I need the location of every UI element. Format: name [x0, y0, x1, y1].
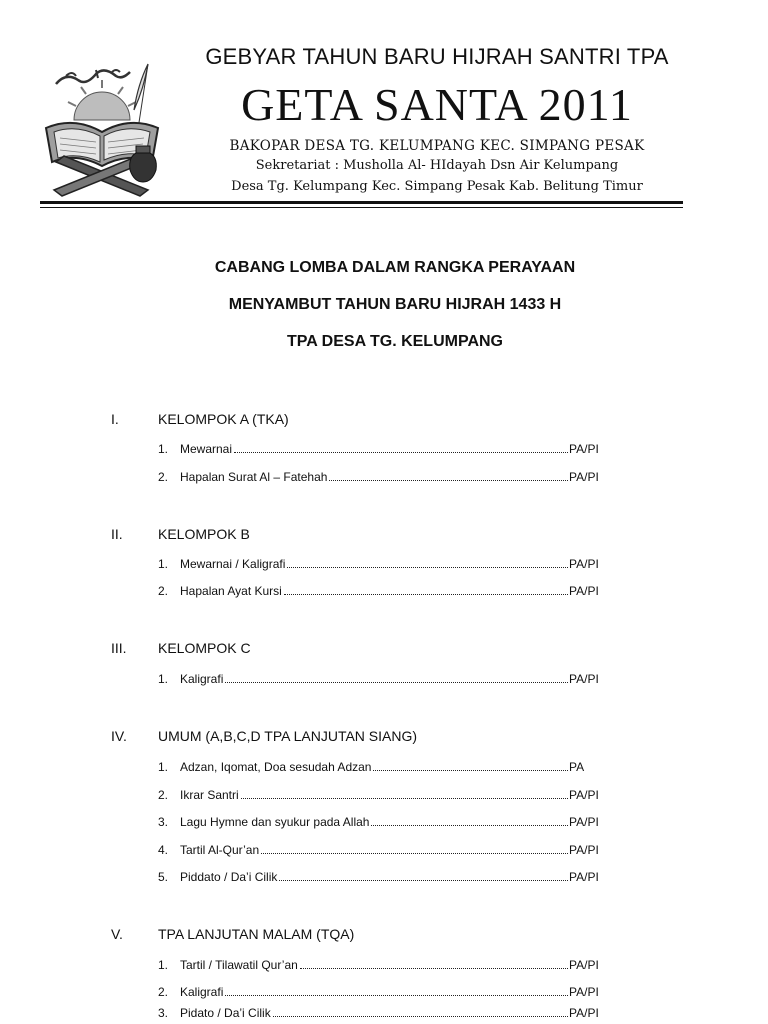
list-item	[0, 1006, 768, 1024]
dot-leader	[279, 870, 568, 881]
doc-title-line-2: MENYAMBUT TAHUN BARU HIJRAH 1433 H	[228, 296, 562, 313]
item-number: 5.	[158, 870, 169, 884]
list-item	[0, 843, 768, 861]
header-event-line: GEBYAR TAHUN BARU HIJRAH SANTRI TPA	[205, 44, 669, 69]
dot-leader	[284, 584, 568, 595]
section-numeral: II.	[111, 526, 123, 542]
item-category: PA/PI	[569, 470, 599, 484]
section-title: KELOMPOK C	[158, 640, 251, 656]
header-divider-thin	[40, 207, 683, 208]
dot-leader	[225, 672, 568, 683]
item-label: Mewarnai / Kaligrafi	[180, 557, 286, 571]
item-category: PA/PI	[569, 815, 599, 829]
item-label: Piddato / Da’i Cilik	[180, 870, 278, 884]
item-number: 2.	[158, 985, 169, 999]
dot-leader	[329, 470, 568, 481]
item-number: 2.	[158, 788, 169, 802]
header-secretariat: Sekretariat : Musholla Al- HIdayah Dsn Air Kelumpang	[255, 158, 619, 173]
item-number: 3.	[158, 815, 169, 829]
item-number: 3.	[158, 1006, 169, 1020]
section-numeral: V.	[111, 926, 123, 942]
item-category: PA/PI	[569, 843, 599, 857]
list-item	[0, 672, 768, 690]
header-organizer: BAKOPAR DESA TG. KELUMPANG KEC. SIMPANG PESAK	[229, 138, 645, 154]
item-category: PA/PI	[569, 985, 599, 999]
item-label: Kaligrafi	[180, 672, 224, 686]
item-category: PA/PI	[569, 557, 599, 571]
dot-leader	[234, 442, 568, 453]
header-divider-thick	[40, 201, 683, 204]
item-number: 1.	[158, 760, 169, 774]
item-category: PA/PI	[569, 442, 599, 456]
section-numeral: IV.	[111, 728, 127, 744]
list-item	[0, 788, 768, 806]
dot-leader	[287, 557, 568, 568]
item-category: PA/PI	[569, 1006, 599, 1020]
quran-stand-logo-icon	[26, 50, 176, 200]
item-number: 1.	[158, 557, 169, 571]
list-item	[0, 985, 768, 1003]
item-category: PA/PI	[569, 672, 599, 686]
list-item	[0, 470, 768, 488]
item-category: PA/PI	[569, 870, 599, 884]
item-number: 2.	[158, 584, 169, 598]
section-numeral: III.	[111, 640, 127, 656]
section-title: KELOMPOK B	[158, 526, 250, 542]
item-number: 1.	[158, 442, 169, 456]
header-address: Desa Tg. Kelumpang Kec. Simpang Pesak Kab. Belitung Timur	[231, 179, 643, 194]
item-label: Hapalan Surat Al – Fatehah	[180, 470, 328, 484]
item-label: Kaligrafi	[180, 985, 224, 999]
list-item	[0, 557, 768, 575]
list-item	[0, 584, 768, 602]
list-item	[0, 442, 768, 460]
item-label: Tartil / Tilawatil Qur’an	[180, 958, 298, 972]
item-number: 4.	[158, 843, 169, 857]
list-item	[0, 958, 768, 976]
item-label: Pidato / Da’i Cilik	[180, 1006, 271, 1020]
item-number: 1.	[158, 672, 169, 686]
dot-leader	[373, 760, 568, 771]
item-label: Tartil Al-Qur’an	[180, 843, 260, 857]
doc-title-line-1: CABANG LOMBA DALAM RANGKA PERAYAAN	[214, 259, 576, 276]
list-item	[0, 815, 768, 833]
dot-leader	[273, 1006, 568, 1017]
section-numeral: I.	[111, 411, 119, 427]
section-title: UMUM (A,B,C,D TPA LANJUTAN SIANG)	[158, 728, 418, 744]
dot-leader	[371, 815, 568, 826]
dot-leader	[300, 958, 568, 969]
section-title: TPA LANJUTAN MALAM (TQA)	[158, 926, 355, 942]
item-category: PA/PI	[569, 584, 599, 598]
section-title: KELOMPOK A (TKA)	[158, 411, 289, 427]
item-category: PA/PI	[569, 958, 599, 972]
dot-leader	[225, 985, 568, 996]
doc-title-line-3: TPA DESA TG. KELUMPANG	[287, 333, 503, 350]
item-category: PA/PI	[569, 788, 599, 802]
item-label: Hapalan Ayat Kursi	[180, 584, 282, 598]
dot-leader	[261, 843, 568, 854]
item-label: Adzan, Iqomat, Doa sesudah Adzan	[180, 760, 372, 774]
list-item	[0, 760, 768, 778]
item-label: Lagu Hymne dan syukur pada Allah	[180, 815, 370, 829]
item-category: PA	[569, 760, 585, 774]
item-number: 2.	[158, 470, 169, 484]
list-item	[0, 870, 768, 888]
item-label: Mewarnai	[180, 442, 233, 456]
item-number: 1.	[158, 958, 169, 972]
header-title: GETA SANTA 2011	[241, 79, 633, 130]
item-label: Ikrar Santri	[180, 788, 239, 802]
dot-leader	[241, 788, 568, 799]
